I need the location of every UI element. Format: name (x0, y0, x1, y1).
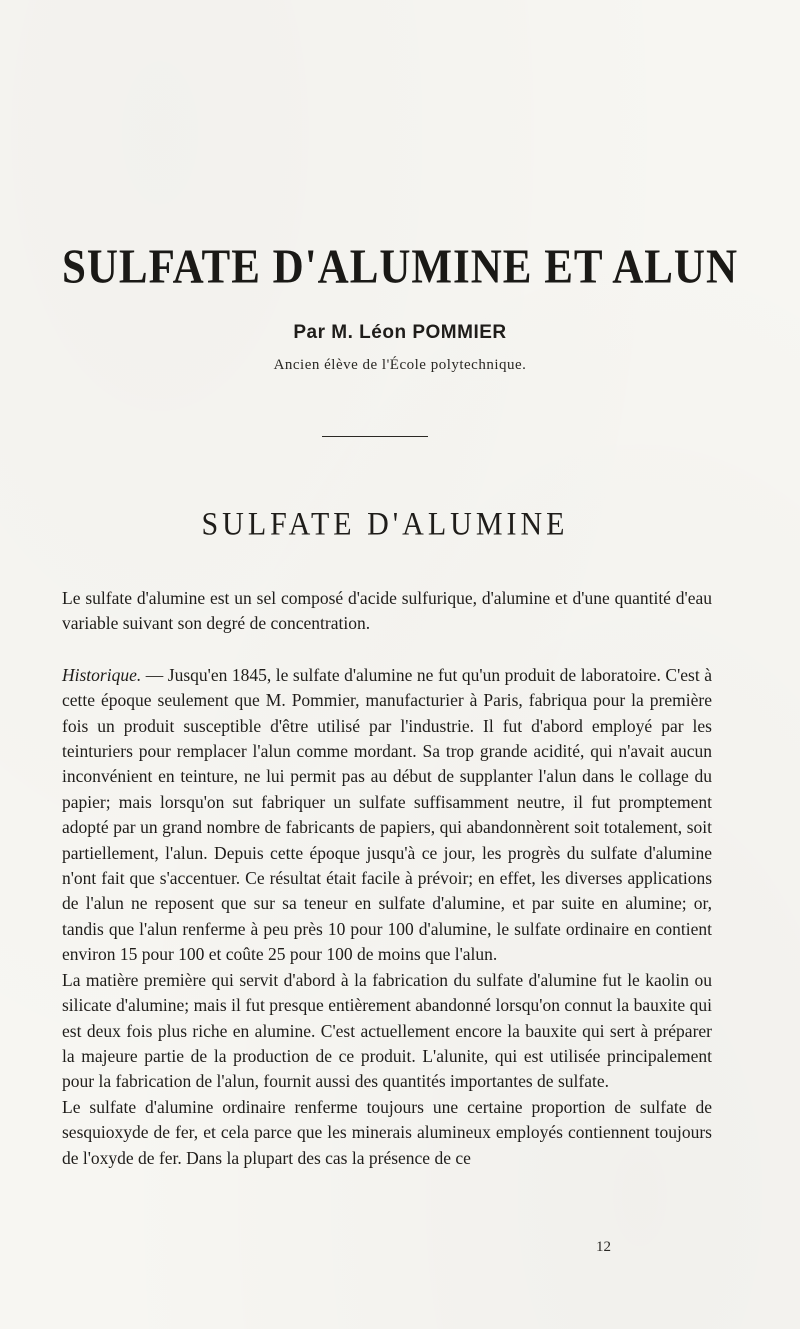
historique-paragraph (62, 663, 712, 968)
intro-text: Le sulfate d'alumine est un sel composé d'acide sulfurique, d'alumine et d'une quantité d'eau variable suivant son degré de concentration. (62, 588, 712, 634)
author-credentials: Ancien élève de l'École polytechnique. (273, 357, 527, 373)
intro-paragraph (62, 586, 712, 637)
ordinaire-paragraph (62, 1095, 712, 1171)
matiere-paragraph (62, 968, 712, 1095)
author-line: Par M. Léon POMMIER (293, 322, 507, 343)
ordinaire-text: Le sulfate d'alumine ordinaire renferme toujours une certaine proportion de sulfate de sesquioxyde de fer, et cela parce que les minerais alumineux employés contiennent toujours de l'oxyde de fer. Dans la plupart des cas la présence de ce (62, 1096, 712, 1168)
historique-label: Historique. (62, 664, 142, 685)
page-number: 12 (596, 1239, 611, 1255)
document-title: SULFATE D'ALUMINE ET ALUN (61, 241, 739, 294)
section-heading: SULFATE D'ALUMINE (201, 506, 569, 543)
matiere-text: La matière première qui servit d'abord à la fabrication du sulfate d'alumine fut le kaolin ou silicate d'alumine; mais il fut presque entièrement abandonné lorsqu'on connut la bauxite qui est deux fois plus riche en alumine. C'est actuellement encore la bauxite qui sert à préparer la majeure partie de la production de ce produit. L'alunite, qui est utilisée principalement pour la fabrication de l'alun, fournit aussi des quantités importantes de sulfate. (62, 969, 712, 1092)
historique-text: — Jusqu'en 1845, le sulfate d'alumine ne fut qu'un produit de laboratoire. C'est à cette époque seulement que M. Pommier, manufacturier à Paris, fabriqua pour la première fois un produit susceptible d'être utilisé par l'industrie. Il fut d'abord employé par les teinturiers pour remplacer l'alun comme mordant. Sa trop grande acidité, qui n'avait aucun inconvénient en teinture, ne lui permit pas au début de supplanter l'alun dans le collage du papier; mais lorsqu'on sut fabriquer un sulfate suffisamment neutre, il fut promptement adopté par un grand nombre de fabricants de papiers, qui abandonnèrent soit totalement, soit partiellement, l'alun. Depuis cette époque jusqu'à ce jour, les progrès du sulfate d'alumine n'ont fait que s'accentuer. Ce résultat était facile à prévoir; en effet, les diverses applications de l'alun ne reposent que sur sa teneur en sulfate d'alumine, et par suite en alumine; or, tandis que l'alun renferme à peu près 10 pour 100 d'alumine, le sulfate ordinaire en contient environ 15 pour 100 et coûte 25 pour 100 de moins que l'alun. (62, 664, 712, 965)
body-text (62, 586, 712, 1171)
section-divider (322, 436, 428, 437)
